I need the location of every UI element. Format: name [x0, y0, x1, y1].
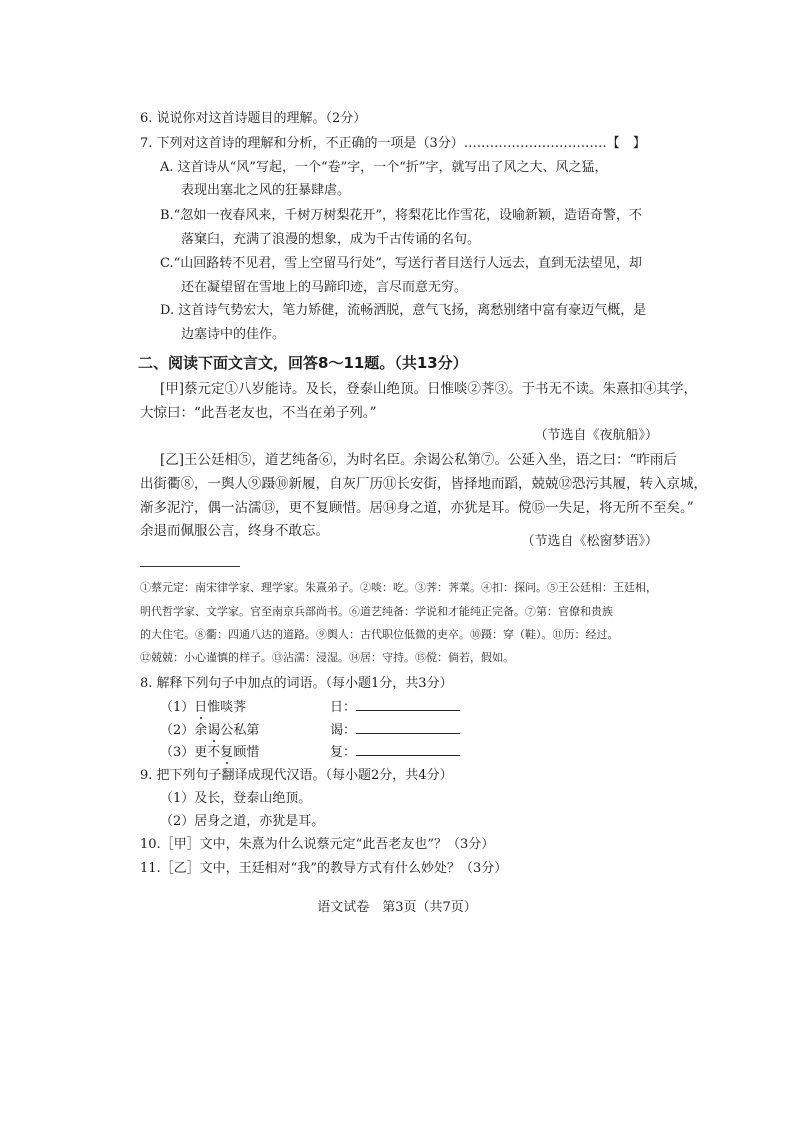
question-11: 11.［乙］文中，王廷相对“我”的教导方式有什么妙处？（3分）: [140, 861, 508, 876]
note-line-2: 明代哲学家、文学家。官至南京兵部尚书。⑥道艺纯备：学说和才能纯正完备。⑦第：官僚和贵族: [140, 605, 613, 618]
option-a-line2: 表现出塞北之风的狂暴肆虐。: [181, 183, 351, 198]
q8-item-2: [160, 719, 259, 738]
option-d-line1: D. 这首诗气势宏大，笔力矫健，流畅洒脱，意气飞扬，离愁别绪中富有豪迈气概，是: [160, 303, 647, 318]
yi-line-1: [乙]王公廷相⑤，道艺纯备⑥，为时名臣。余谒公私第⑦。公延入坐，语之曰：“昨雨后: [160, 452, 677, 468]
answer-key: 谒：: [330, 723, 357, 738]
question-9: 9. 把下列句子翻译成现代汉语。（每小题2分，共4分）: [140, 768, 453, 783]
q9-item-1: （1）及长，登泰山绝顶。: [160, 791, 312, 806]
answer-key: 日：: [330, 700, 357, 715]
note-line-3: 的大住宅。⑧衢：四通八达的道路。⑨舆人：古代职位低微的吏卒。⑩蹑：穿（鞋）。⑪历：经过。: [140, 628, 619, 641]
jia-source: （节选自《夜航船》）: [534, 428, 658, 443]
q8-item-num: （2）: [160, 723, 195, 738]
q8-item-post: 公私第: [220, 723, 260, 738]
answer-blank[interactable]: [356, 743, 460, 756]
q8-item-num: （3）: [160, 745, 195, 760]
note-line-1: ①蔡元定：南宋律学家、理学家。朱熹弟子。②啖：吃。③荠：荠菜。④扣：探问。⑤王公廷相：王廷相，: [140, 581, 657, 594]
question-10: 10.［甲］文中，朱熹为什么说蔡元定“此吾老友也”？（3分）: [140, 837, 495, 852]
q8-item-num: （1）: [160, 700, 195, 715]
q8-item-1: [160, 696, 246, 715]
q8-item-post: 顾惜: [233, 745, 260, 760]
answer-key: 复：: [330, 745, 357, 760]
question-6: 6. 说说你对这首诗题目的理解。（2分）: [140, 111, 367, 126]
question-8: 8. 解释下列句子中加点的词语。（每小题1分，共3分）: [140, 676, 453, 691]
yi-source: （节选自《松窗梦语》）: [521, 534, 658, 549]
option-a-line1: A. 这首诗从“风”写起，一个“卷”字，一个“折”字，就写出了风之大、风之猛，: [160, 160, 608, 175]
q8-answer-1: [330, 696, 460, 715]
option-c-line2: 还在凝望留在雪地上的马蹄印迹，言尽而意无穷。: [181, 280, 468, 295]
footnote-divider: [140, 566, 240, 567]
option-b-line2: 落窠臼，充满了浪漫的想象，成为千古传诵的名句。: [181, 232, 481, 247]
q8-answer-2: [330, 719, 460, 738]
note-line-4: ⑫兢兢：小心谨慎的样子。⑬沾濡：浸湿。⑭居：守持。⑮傥：倘若，假如。: [140, 651, 514, 664]
q9-item-2: （2）居身之道，亦犹是耳。: [160, 814, 325, 829]
dotted-word: 谒: [207, 723, 221, 738]
yi-line-4: 余退而佩服公言，终身不敢忘。: [140, 523, 329, 539]
question-7: 7. 下列对这首诗的理解和分析，不正确的一项是（3分）……………………………【 】: [140, 136, 646, 151]
answer-blank[interactable]: [356, 698, 460, 711]
jia-line-1: [甲]蔡元定①八岁能诗。及长，登泰山绝顶。日惟啖②荠③。于书无不读。朱熹扣④其学，: [160, 381, 698, 397]
q8-item-3: [160, 741, 259, 760]
option-c-line1: C.“山回路转不见君，雪上空留马行处”，写送行者目送行人远去，直到无法望见，却: [160, 256, 642, 271]
dotted-word: 日: [194, 700, 208, 715]
yi-line-2: 出街衢⑧，一舆人⑨蹑⑩新履，自灰厂历⑪长安街，皆择地而蹈，兢兢⑫恐污其履，转入京城，: [140, 476, 707, 492]
jia-line-2: 大惊曰：“此吾老友也，不当在弟子列。”: [140, 405, 377, 421]
q8-item-post: 惟啖荠: [207, 700, 247, 715]
q8-item-pre: 更不: [194, 745, 221, 760]
yi-line-3: 渐多泥泞，偶一沾濡⑬，更不复顾惜。居⑭身之道，亦犹是耳。傥⑮一失足，将无所不至矣。”: [140, 500, 694, 516]
dotted-word: 复: [220, 745, 234, 760]
section-heading: 二、阅读下面文言文，回答8～11题。（共13分）: [138, 354, 468, 372]
option-b-line1: B.“忽如一夜春风来，千树万树梨花开”，将梨花比作雪花，设喻新颖，造语奇警，不: [160, 208, 642, 223]
q8-item-pre: 余: [194, 723, 208, 738]
option-d-line2: 边塞诗中的佳作。: [181, 327, 286, 342]
q8-answer-3: [330, 741, 460, 760]
page-footer: 语文试卷 第3页（共7页）: [317, 900, 477, 915]
answer-blank[interactable]: [356, 721, 460, 734]
